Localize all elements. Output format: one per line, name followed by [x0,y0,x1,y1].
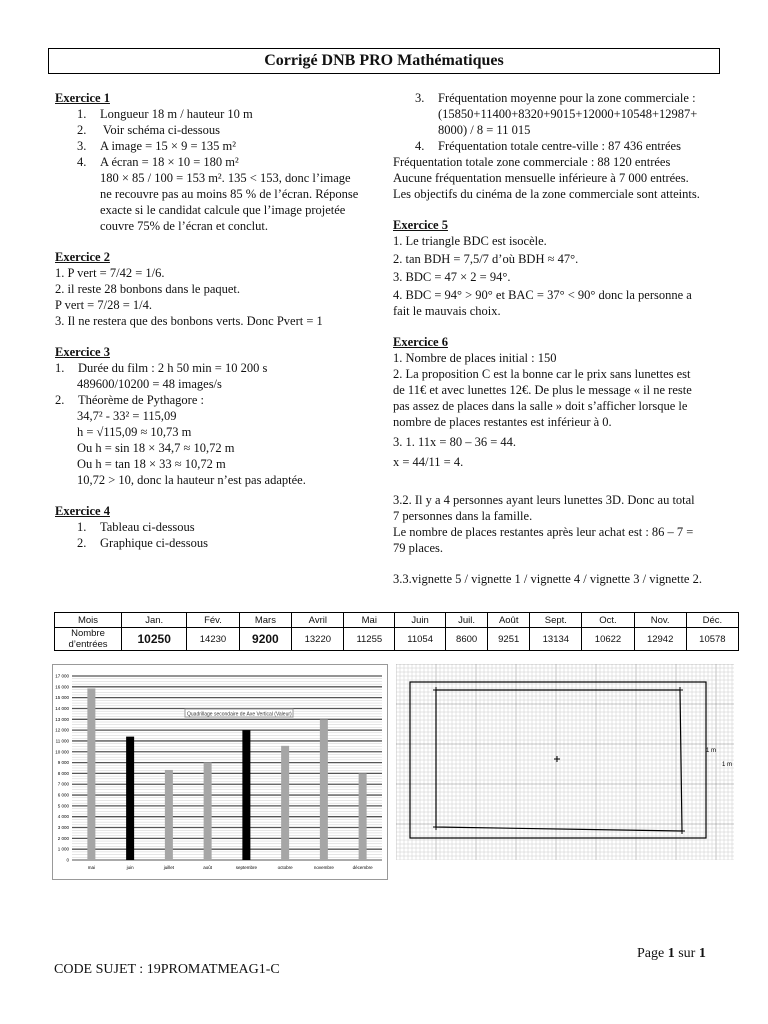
text-line: P vert = 7/28 = 1/4. [55,298,152,312]
text-line: 2. La proposition C est la bonne car le prix sans lunettes est [393,367,691,381]
text-line: 3. 1. 11x = 80 – 36 = 44. [393,435,517,449]
text-line: Ou h = sin 18 × 34,7 ≈ 10,72 m [77,441,235,455]
table-cell: Août [488,613,530,628]
table-cell: 11054 [395,628,446,651]
list-item: 1. Durée du film : 2 h 50 min = 10 200 s [55,361,268,375]
chart-frame [53,665,388,880]
y-tick-label: 13 000 [55,716,69,722]
table-cell: Juil. [446,613,488,628]
x-tick-label: novembre [313,865,334,870]
y-tick-label: 7 000 [57,781,69,787]
table-cell: Déc. [686,613,738,628]
text-line: fait le mauvais choix. [393,304,501,318]
table-cell: 9251 [488,628,530,651]
table-cell: Sept. [530,613,582,628]
y-tick-label: 6 000 [57,792,69,798]
table-cell: Avril [292,613,344,628]
bar-mai [87,688,95,860]
table-cell: 11255 [344,628,395,651]
text-line: pas assez de places dans la salle » doit s’afficher lorsque le [393,399,688,413]
table-header-row [55,613,739,628]
y-tick-label: 2 000 [57,835,69,841]
x-tick-label: juin [126,865,134,870]
exercise-2-heading: Exercice 2 [55,250,110,264]
text-line: (15850+11400+8320+9015+12000+10548+12987+ [438,107,698,121]
chart-tooltip-text: Quadrillage secondaire de Axe Vertical (Valeur) [187,711,292,718]
text-line: 1. Nombre de places initial : 150 [393,351,557,365]
exercise-1-heading: Exercice 1 [55,91,110,105]
exercise-3-heading: Exercice 3 [55,345,110,359]
table-row [55,628,739,651]
bar-décembre [359,773,367,860]
screen-schema [396,664,734,860]
list-item: 1. Tableau ci-dessous [77,520,195,534]
table-cell: 10578 [686,628,738,651]
y-tick-label: 9 000 [57,760,69,766]
text-line: 1. P vert = 7/42 = 1/6. [55,266,165,280]
text-line: Aucune fréquentation mensuelle inférieure à 7 000 entrées. [393,171,689,185]
text-line: 8000) / 8 = 11 015 [438,123,531,137]
x-tick-label: août [203,865,213,870]
table-cell: Mars [239,613,292,628]
table-cell: Fév. [187,613,239,628]
list-item: 2. Graphique ci-dessous [77,536,208,550]
table-row-label: Nombre d’entrées [55,628,122,651]
bar-octobre [281,746,289,860]
text-line: 2. il reste 28 bonbons dans le paquet. [55,282,241,296]
bar-septembre [242,730,250,860]
table-cell: Nov. [634,613,686,628]
y-tick-label: 17 000 [55,673,69,679]
list-item: 3. A image = 15 × 9 = 135 m² [77,139,236,153]
x-tick-label: septembre [235,865,258,870]
text-line: 489600/10200 = 48 images/s [77,377,222,391]
table-cell: Oct. [582,613,634,628]
text-line: 4. BDC = 94° > 90° et BAC = 37° < 90° donc la personne a [393,288,692,302]
x-tick-label: juillet [163,865,175,870]
bar-novembre [320,719,328,860]
y-tick-label: 3 000 [57,825,69,831]
list-item: 3. Fréquentation moyenne pour la zone commerciale : [415,91,696,105]
y-tick-label: 12 000 [55,727,69,733]
exercise-4-heading: Exercice 4 [55,504,110,518]
text-line: 7 personnes dans la famille. [393,509,533,523]
table-cell: 13220 [292,628,344,651]
bar-août [204,762,212,860]
table-cell: Mai [344,613,395,628]
table-cell: 14230 [187,628,239,651]
text-line: h = √115,09 ≈ 10,73 m [77,425,192,439]
page-title: Corrigé DNB PRO Mathématiques [48,48,720,74]
text-line: 79 places. [393,541,443,555]
table-cell: 13134 [530,628,582,651]
table-cell: 8600 [446,628,488,651]
y-tick-label: 16 000 [55,684,69,690]
text-line: 2. tan BDH = 7,5/7 d’où BDH ≈ 47°. [393,252,579,266]
text-line: 180 × 85 / 100 = 153 m². 135 < 153, donc l’image [100,171,351,185]
y-tick-label: 0 [66,857,69,863]
text-line: 3.2. Il y a 4 personnes ayant leurs lunettes 3D. Donc au total [393,493,695,507]
text-line: 34,7² - 33² = 115,09 [77,409,177,423]
list-item: 2. Théorème de Pythagore : [55,393,204,407]
text-line: 10,72 > 10, donc la hauteur n’est pas adaptée. [77,473,306,487]
x-tick-label: décembre [352,865,373,870]
text-line: de 11€ et avec lunettes 12€. De plus le message « il ne reste [393,383,692,397]
y-tick-label: 10 000 [55,749,69,755]
right-column [393,90,723,587]
y-tick-label: 11 000 [55,738,69,744]
list-item: 4. Fréquentation totale centre-ville : 87 436 entrées [415,139,681,153]
list-item: 4. A écran = 18 × 10 = 180 m² [77,155,239,169]
chart-tooltip [185,709,293,718]
text-line: 3.3.vignette 5 / vignette 1 / vignette 4 / vignette 3 / vignette 2. [393,572,702,586]
list-item: 2. Voir schéma ci-dessous [77,123,221,137]
y-tick-label: 1 000 [57,846,69,852]
left-column [55,90,375,551]
attendance-table [54,612,739,651]
list-item: 1. Longueur 18 m / hauteur 10 m [77,107,253,121]
table-cell: Juin [395,613,446,628]
text-line: nombre de places restantes est inférieur à 0. [393,415,612,429]
scale-label: 1 m [722,762,733,768]
text-line: exacte si le candidat calcule que l’image projetée [100,203,346,217]
text-line: 3. BDC = 47 × 2 = 94°. [393,270,511,284]
x-tick-label: mai [87,865,96,870]
text-line: Le nombre de places restantes après leur achat est : 86 – 7 = [393,525,694,539]
table-cell: Mois [55,613,122,628]
bar-juin [126,737,134,860]
table-cell: 10622 [582,628,634,651]
page-number: Page 1 sur 1 [637,946,706,961]
text-line: 3. Il ne restera que des bonbons verts. Donc Pvert = 1 [55,314,323,328]
subject-code: CODE SUJET : 19PROMATMEAG1-C [54,962,280,977]
bar-chart [52,664,388,880]
text-line: x = 44/11 = 4. [393,455,464,469]
table-cell: Jan. [122,613,187,628]
y-tick-label: 15 000 [55,695,69,701]
y-tick-label: 8 000 [57,770,69,776]
table-cell: 12942 [634,628,686,651]
text-line: Les objectifs du cinéma de la zone commerciale sont atteints. [393,187,700,201]
scale-label: 1 m [706,748,717,754]
table-cell: 10250 [122,628,187,651]
x-tick-label: octobre [277,865,293,870]
text-line: Fréquentation totale zone commerciale : 88 120 entrées [393,155,671,169]
text-line: couvre 75% de l’écran et conclut. [100,219,268,233]
table-cell: 9200 [239,628,292,651]
text-line: 1. Le triangle BDC est isocèle. [393,234,547,248]
text-line: ne recouvre pas au moins 85 % de l’écran. Réponse [100,187,359,201]
bar-juillet [165,770,173,860]
exercise-5-heading: Exercice 5 [393,218,448,232]
y-tick-label: 4 000 [57,814,69,820]
y-tick-label: 5 000 [57,803,69,809]
y-tick-label: 14 000 [55,705,69,711]
text-line: Ou h = tan 18 × 33 ≈ 10,72 m [77,457,226,471]
exercise-6-heading: Exercice 6 [393,335,448,349]
